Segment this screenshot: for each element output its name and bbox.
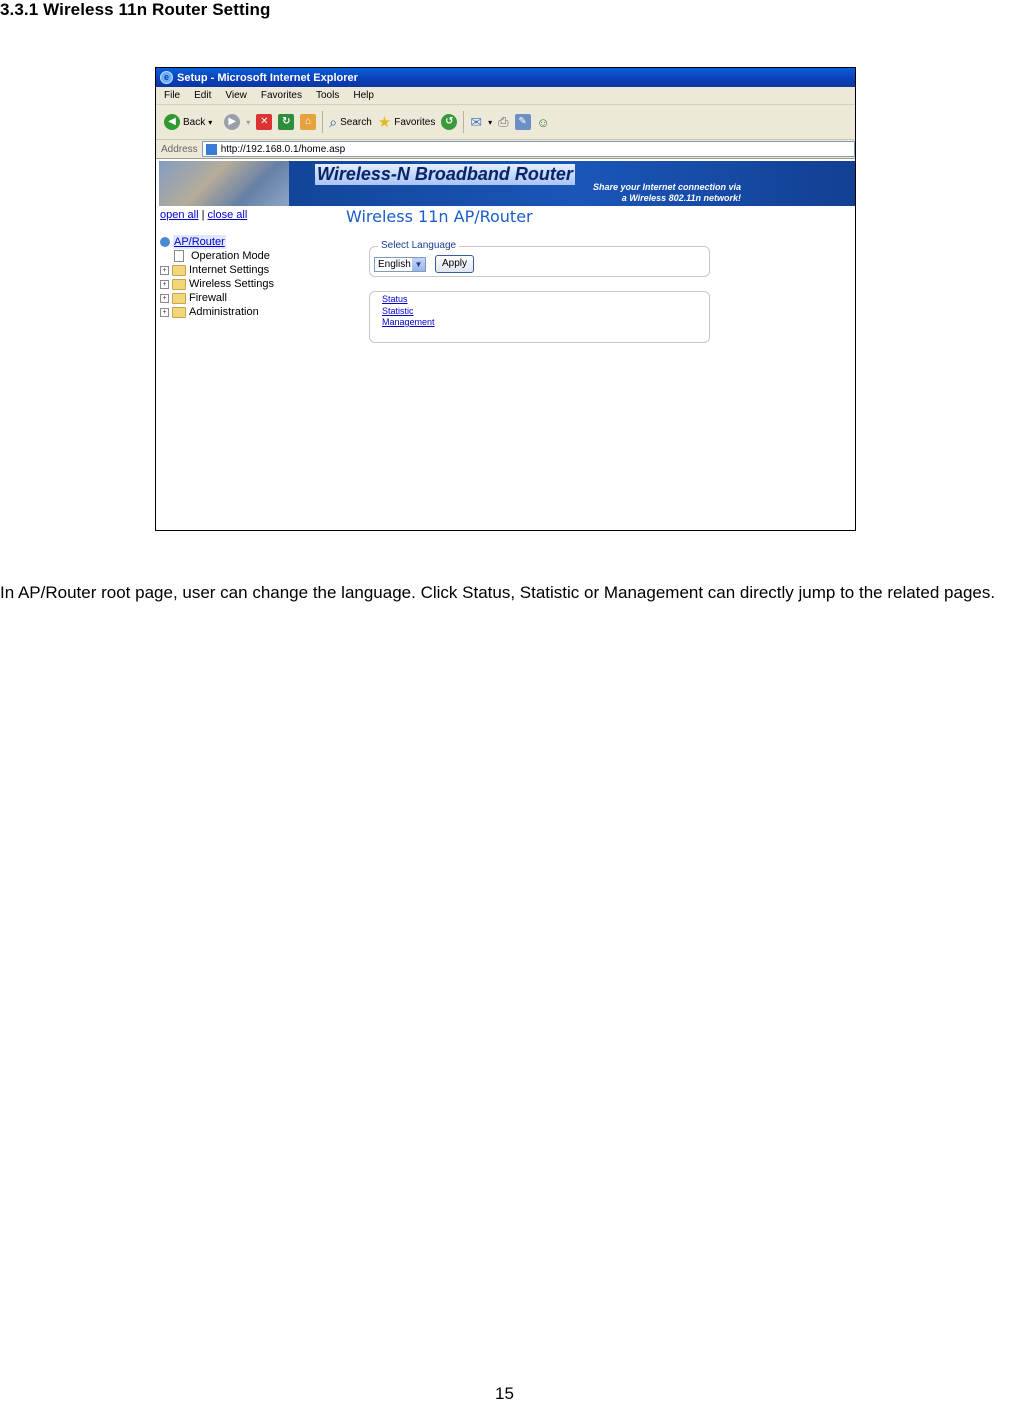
back-button[interactable]: ◀ Back ▾ <box>164 114 212 130</box>
tree-item-wireless-settings[interactable]: + Wireless Settings <box>160 277 274 291</box>
page-title: Wireless 11n AP/Router <box>346 207 533 226</box>
edit-icon[interactable]: ✎ <box>515 114 531 130</box>
menu-bar <box>156 87 855 105</box>
search-button[interactable]: ⌕ Search <box>329 113 372 130</box>
links-fieldset <box>369 291 710 343</box>
statistic-link[interactable]: Statistic <box>382 305 414 316</box>
history-icon[interactable]: ↺ <box>441 114 457 130</box>
window-titlebar <box>156 68 855 87</box>
page-icon <box>206 144 217 155</box>
chevron-down-icon: ▼ <box>412 258 425 271</box>
address-bar <box>156 140 855 159</box>
tree-controls <box>160 209 247 221</box>
language-fieldset <box>369 240 710 277</box>
router-page <box>156 159 855 531</box>
mail-icon[interactable]: ✉ <box>470 113 483 130</box>
browser-screenshot <box>155 67 856 531</box>
folder-icon <box>172 265 186 276</box>
chevron-down-icon: ▾ <box>488 117 493 127</box>
chevron-down-icon: ▾ <box>246 117 251 127</box>
banner-subtitle: Share your Internet connection via a Wireless 802.11n network! <box>592 182 741 203</box>
menu-view[interactable]: View <box>225 90 247 101</box>
home-icon[interactable]: ⌂ <box>300 114 316 130</box>
open-all-link[interactable]: open all <box>160 209 199 221</box>
toolbar-divider <box>322 111 323 133</box>
ie-icon: e <box>160 71 173 84</box>
menu-edit[interactable]: Edit <box>194 90 212 101</box>
section-heading: 3.3.1 Wireless 11n Router Setting <box>0 0 271 19</box>
language-legend: Select Language <box>378 240 459 251</box>
folder-icon <box>172 293 186 304</box>
document-icon <box>174 250 184 262</box>
menu-favorites[interactable]: Favorites <box>260 90 302 101</box>
forward-arrow-icon[interactable]: ▶ <box>224 114 240 130</box>
refresh-icon[interactable]: ↻ <box>278 114 294 130</box>
page-number: 15 <box>495 1384 514 1403</box>
quick-links <box>382 294 435 329</box>
favorites-button[interactable]: ★ Favorites <box>377 114 436 131</box>
menu-tools[interactable]: Tools <box>315 90 340 101</box>
expand-icon[interactable]: + <box>160 308 169 317</box>
apply-button[interactable]: Apply <box>435 255 474 273</box>
toolbar <box>156 105 855 140</box>
tree-root-label[interactable]: AP/Router <box>174 236 225 248</box>
toolbar-divider <box>463 111 464 133</box>
menu-file[interactable]: File <box>164 90 181 101</box>
folder-icon <box>172 279 186 290</box>
tree-item-internet-settings[interactable]: + Internet Settings <box>160 263 274 277</box>
chevron-down-icon: ▾ <box>208 117 213 127</box>
folder-icon <box>172 307 186 318</box>
print-icon[interactable]: ⎙ <box>498 114 509 129</box>
expand-icon[interactable]: + <box>160 266 169 275</box>
tree-root[interactable] <box>160 235 274 249</box>
expand-icon[interactable]: + <box>160 280 169 289</box>
management-link[interactable]: Management <box>382 317 435 327</box>
link-separator: | <box>201 209 205 221</box>
status-link[interactable]: Status <box>382 294 408 304</box>
stop-icon[interactable]: ✕ <box>256 114 272 130</box>
close-all-link[interactable]: close all <box>207 209 248 221</box>
tree-item-operation-mode[interactable]: Operation Mode <box>160 249 274 263</box>
nav-tree <box>160 235 274 319</box>
tree-item-firewall[interactable]: + Firewall <box>160 291 274 305</box>
router-banner <box>159 161 855 206</box>
menu-help[interactable]: Help <box>353 90 374 101</box>
messenger-icon[interactable]: ☺ <box>536 114 550 130</box>
star-icon: ★ <box>377 114 392 131</box>
banner-photo <box>159 161 289 206</box>
banner-title: Wireless-N Broadband Router <box>317 164 573 184</box>
tree-item-administration[interactable]: + Administration <box>160 305 274 319</box>
back-arrow-icon: ◀ <box>164 114 180 130</box>
language-select[interactable]: English ▼ <box>374 257 426 272</box>
address-url: http://192.168.0.1/home.asp <box>220 143 346 155</box>
expand-icon[interactable]: + <box>160 294 169 303</box>
window-title: Setup - Microsoft Internet Explorer <box>177 71 358 84</box>
address-label: Address <box>161 143 198 155</box>
address-input[interactable] <box>202 141 855 157</box>
globe-icon <box>160 237 170 247</box>
description-paragraph: In AP/Router root page, user can change the language. Click Status, Statistic or Management can directly jump to the related pages. <box>0 583 996 602</box>
search-icon: ⌕ <box>329 113 338 130</box>
